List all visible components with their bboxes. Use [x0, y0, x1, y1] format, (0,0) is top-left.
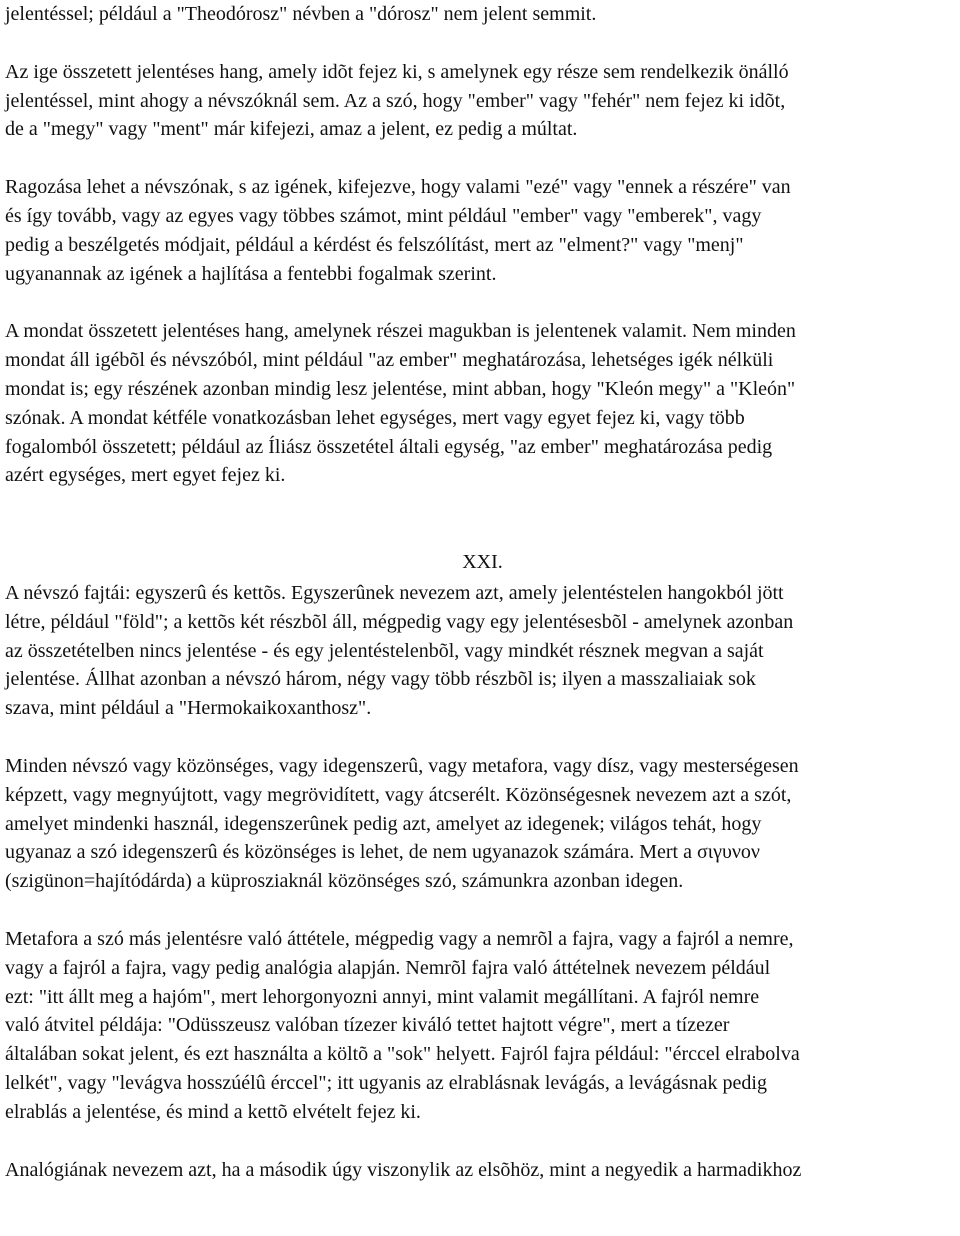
text-line: jelentéssel; például a "Theodórosz" névben a "dórosz" nem jelent semmit.	[5, 3, 597, 25]
paragraph-noun-kinds	[5, 752, 960, 896]
text-line: ugyanaz a szó idegenszerû és közönséges is lehet, de nem ugyanazok számára. Mert a σιγυνον	[5, 841, 760, 864]
paragraph-fragment	[5, 0, 960, 29]
text-line: de a "megy" vagy "ment" már kifejezi, amaz a jelent, ez pedig a múltat.	[5, 118, 578, 141]
text-line: szónak. A mondat kétféle vonatkozásban lehet egységes, mert vagy egyet fejez ki, vagy több	[5, 406, 745, 429]
text-line: amelyet mindenki használ, idegenszerûnek pedig azt, amelyet az idegenek; világos tehát, hogy	[5, 812, 762, 835]
paragraph-metaphor	[5, 925, 960, 1127]
text-line: jelentése. Állhat azonban a névszó három, négy vagy több részbõl is; ilyen a masszaliaiak sok	[5, 668, 756, 691]
paragraph-sentence	[5, 317, 960, 490]
text-line: Analógiának nevezem azt, ha a második úgy viszonylik az elsõhöz, mint a negyedik a harmadikhoz	[5, 1158, 802, 1181]
paragraph-noun-types	[5, 579, 960, 723]
text-line: való átvitel példája: "Odüsszeusz valóban tízezer kiváló tettet hajtott végre", mert a tízezer	[5, 1014, 730, 1037]
text-line: ezt: "itt állt meg a hajóm", mert lehorgonyozni annyi, mint valamit megállítani. A fajról nemre	[5, 985, 760, 1008]
text-line: azért egységes, mert egyet fejez ki.	[5, 464, 286, 487]
chapter-heading: XXI.	[462, 551, 503, 574]
text-line: A mondat összetett jelentéses hang, amelynek részei magukban is jelentenek valamit. Nem minden	[5, 320, 796, 343]
text-line: elrablás a jelentése, és mind a kettõ elvételt fejez ki.	[5, 1100, 421, 1123]
text-line: (szigünon=hajítódárda) a küprosziaknál közönséges szó, számunkra azonban idegen.	[5, 870, 684, 893]
text-line: lelkét", vagy "levágva hosszúélû érccel"; itt ugyanis az elrablásnak levágás, a levágásnak pedig	[5, 1071, 767, 1094]
text-line: vagy a fajról a fajra, vagy pedig analógia alapján. Nemrõl fajra való áttételnek nevezem például	[5, 956, 771, 979]
text-line: jelentéssel, mint ahogy a névszóknál sem. Az a szó, hogy "ember" vagy "fehér" nem fejez ki idõt,	[5, 89, 786, 112]
paragraph-inflection	[5, 173, 960, 288]
text-line: Az ige összetett jelentéses hang, amely idõt fejez ki, s amelynek egy része sem rendelkezik önálló	[5, 60, 789, 83]
text-line: és így tovább, vagy az egyes vagy többes számot, mint például "ember" vagy "emberek", vagy	[5, 204, 762, 227]
text-line: általában sokat jelent, és ezt használta a költõ a "sok" helyett. Fajról fajra például: "érccel elrabolva	[5, 1043, 800, 1066]
text-line: Minden névszó vagy közönséges, vagy idegenszerû, vagy metafora, vagy dísz, vagy mesterségesen	[5, 754, 799, 777]
text-line: Ragozása lehet a névszónak, s az igének, kifejezve, hogy valami "ezé" vagy "ennek a részére" van	[5, 176, 791, 199]
text-line: az összetételben nincs jelentése - és egy jelentéstelenbõl, vagy mindkét résznek megvan a saját	[5, 639, 764, 662]
text-line: mondat is; egy részének azonban mindig lesz jelentése, mint abban, hogy "Kleón megy" a "Kleón"	[5, 377, 796, 400]
paragraph-verb	[5, 58, 960, 144]
document-page	[5, 0, 960, 1184]
text-line: fogalomból összetett; például az Íliász összetétel általi egység, "az ember" meghatározása pedig	[5, 435, 773, 458]
text-line: ugyanannak az igének a hajlítása a fentebbi fogalmak szerint.	[5, 262, 497, 285]
text-line: Metafora a szó más jelentésre való áttétele, mégpedig vagy a nemrõl a fajra, vagy a fajról a nemre,	[5, 927, 794, 950]
text-line: mondat áll igébõl és névszóból, mint például "az ember" meghatározása, lehetséges igék nélküli	[5, 349, 774, 372]
text-line: létre, például "föld"; a kettõs két részbõl áll, mégpedig vagy egy jelentésesbõl - amelynek azonban	[5, 610, 794, 633]
text-line: pedig a beszélgetés módjait, például a kérdést és felszólítást, mert az "elment?" vagy "menj"	[5, 233, 744, 256]
text-line: szava, mint például a "Hermokaikoxanthosz".	[5, 697, 372, 720]
text-line: A névszó fajtái: egyszerû és kettõs. Egyszerûnek nevezem azt, amely jelentéstelen hangokból jött	[5, 581, 784, 604]
paragraph-analogy	[5, 1156, 960, 1185]
text-line: képzett, vagy megnyújtott, vagy megrövidített, vagy átcserélt. Közönségesnek nevezem azt a szót,	[5, 783, 792, 806]
